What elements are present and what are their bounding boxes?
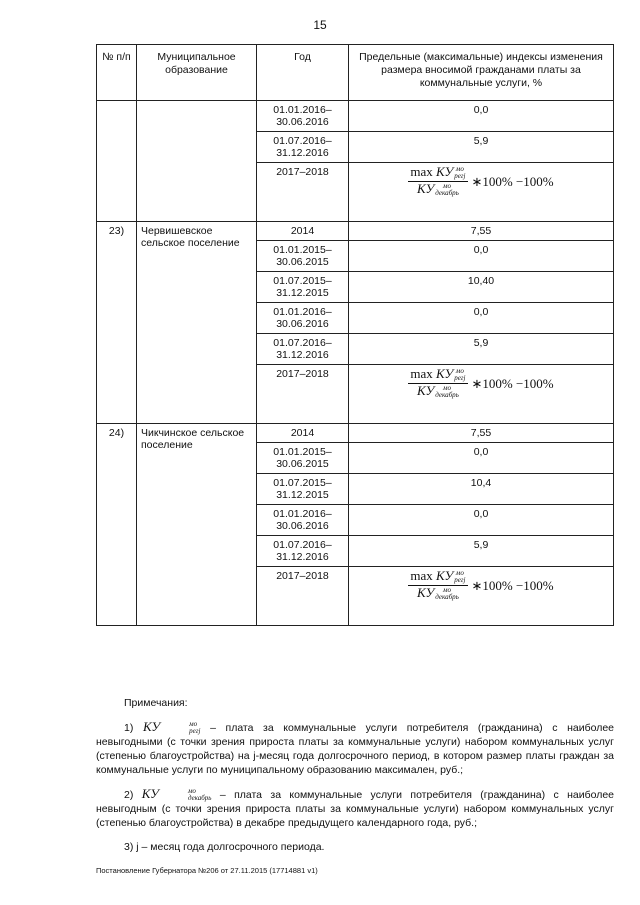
cell-period: 2014 bbox=[257, 424, 349, 443]
cell-period: 01.07.2015–31.12.2015 bbox=[257, 272, 349, 303]
cell-index-value: 0,0 bbox=[349, 303, 614, 334]
cell-period: 2017–2018 bbox=[257, 567, 349, 626]
footer-reference: Постановление Губернатора №206 от 27.11.2015 (17714881 v1) bbox=[96, 866, 318, 875]
formula: max КУ мо регj КУ мо декабрь ∗100% −100% bbox=[410, 164, 554, 198]
cell-municipality: Чикчинское сельское поселение bbox=[137, 424, 257, 626]
cell-period: 01.07.2015–31.12.2015 bbox=[257, 474, 349, 505]
header-no: № п/п bbox=[97, 45, 137, 101]
cell-index-value: 0,0 bbox=[349, 241, 614, 272]
cell-index-value: 5,9 bbox=[349, 536, 614, 567]
cell-period: 01.01.2015–30.06.2015 bbox=[257, 443, 349, 474]
cell-no: 23) bbox=[97, 222, 137, 424]
cell-period: 01.07.2016–31.12.2016 bbox=[257, 536, 349, 567]
cell-index-value bbox=[349, 567, 614, 626]
cell-period: 2014 bbox=[257, 222, 349, 241]
cell-index-value: 10,4 bbox=[349, 474, 614, 505]
note-1 bbox=[96, 720, 614, 777]
cell-period: 01.07.2016–31.12.2016 bbox=[257, 132, 349, 163]
note-2 bbox=[96, 787, 614, 830]
cell-index-value: 0,0 bbox=[349, 443, 614, 474]
cell-period: 2017–2018 bbox=[257, 365, 349, 424]
index-table bbox=[96, 44, 614, 626]
cell-no bbox=[97, 101, 137, 222]
cell-index-value: 10,40 bbox=[349, 272, 614, 303]
cell-index-value: 7,55 bbox=[349, 222, 614, 241]
cell-municipality: Червишевское сельское поселение bbox=[137, 222, 257, 424]
cell-municipality bbox=[137, 101, 257, 222]
cell-index-value: 0,0 bbox=[349, 505, 614, 536]
note-3: 3) j – месяц года долгосрочного периода. bbox=[124, 841, 325, 854]
cell-period: 01.01.2016–30.06.2016 bbox=[257, 303, 349, 334]
table-row bbox=[97, 101, 614, 132]
cell-index-value: 0,0 bbox=[349, 101, 614, 132]
table-header-row bbox=[97, 45, 614, 101]
note-2-text: – плата за коммунальные услуги потребителя (гражданина) с наиболее невыгодным (с точки зрения прироста платы за коммунальные услуги) набором коммунальных услуг (степенью благоустройства) в декабре предыдущего календарного года, руб.; bbox=[96, 789, 615, 830]
page-number: 15 bbox=[313, 18, 327, 32]
note-1-text: – плата за коммунальные услуги потребителя (гражданина) с наиболее невыгодными (с точки зрения прироста платы за коммунальные услуги) набором коммунальных услуг (степенью благоустройства) на j-месяц года долгосрочного период, в котором размер платы граждан за коммунальные услуги по муниципальному образованию максимален, руб.; bbox=[96, 722, 615, 777]
note-2-number: 2) bbox=[124, 789, 134, 802]
cell-index-value: 5,9 bbox=[349, 132, 614, 163]
cell-index-value bbox=[349, 365, 614, 424]
notes-title: Примечания: bbox=[124, 697, 188, 709]
header-municipality: Муниципальное образование bbox=[137, 45, 257, 101]
note-1-symbol: КУ мо регj bbox=[142, 719, 201, 736]
cell-period: 2017–2018 bbox=[257, 163, 349, 222]
header-index: Предельные (максимальные) индексы изменения размера вносимой гражданами платы за коммунальные услуги, % bbox=[349, 45, 614, 101]
note-1-number: 1) bbox=[124, 722, 134, 734]
table-row bbox=[97, 222, 614, 241]
cell-index-value: 5,9 bbox=[349, 334, 614, 365]
formula: max КУ мо регj КУ мо декабрь ∗100% −100% bbox=[410, 568, 554, 602]
cell-period: 01.07.2016–31.12.2016 bbox=[257, 334, 349, 365]
cell-index-value bbox=[349, 163, 614, 222]
cell-period: 01.01.2016–30.06.2016 bbox=[257, 101, 349, 132]
header-year: Год bbox=[257, 45, 349, 101]
table-body bbox=[97, 101, 614, 626]
cell-index-value: 7,55 bbox=[349, 424, 614, 443]
cell-no: 24) bbox=[97, 424, 137, 626]
formula: max КУ мо регj КУ мо декабрь ∗100% −100% bbox=[410, 366, 554, 400]
notes-section bbox=[96, 696, 614, 864]
cell-period: 01.01.2015–30.06.2015 bbox=[257, 241, 349, 272]
cell-period: 01.01.2016–30.06.2016 bbox=[257, 505, 349, 536]
table-row bbox=[97, 424, 614, 443]
note-2-symbol: КУ мо декабрь bbox=[141, 786, 212, 803]
